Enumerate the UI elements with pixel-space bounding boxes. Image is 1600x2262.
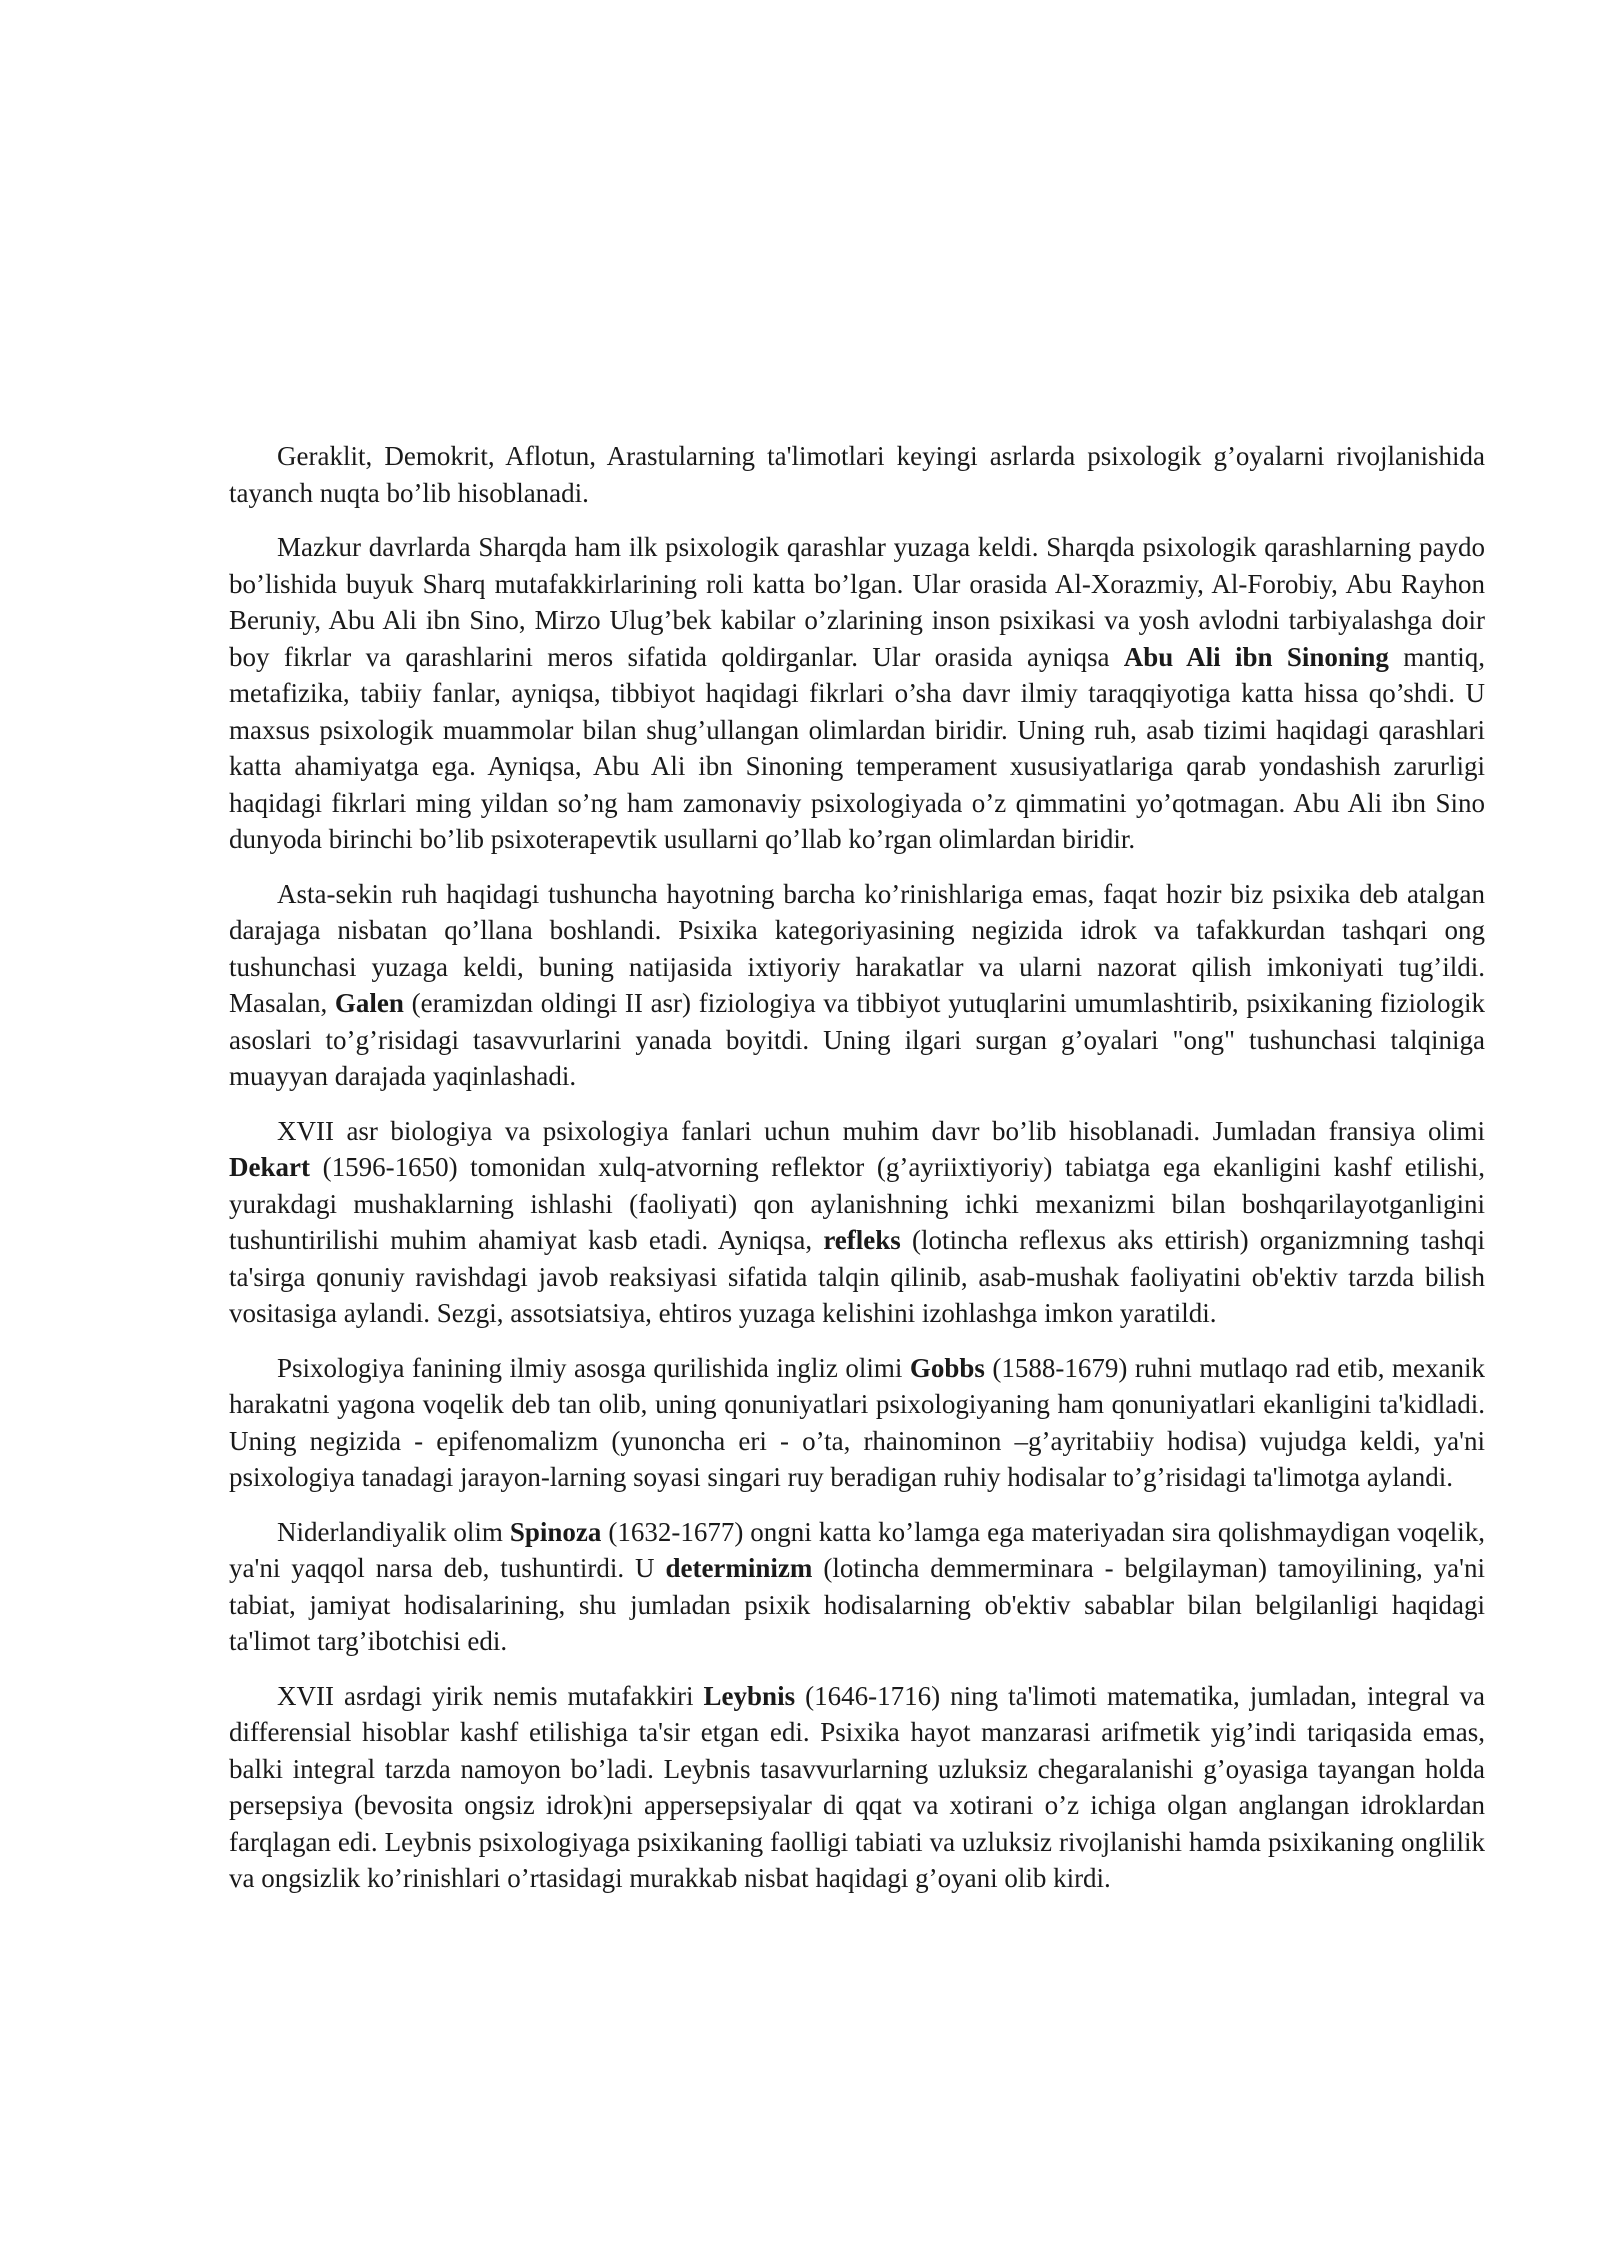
- paragraph-text: (lotincha demmerminara - belgilayman) tamoyilining, ya'ni tabiat, jamiyat hodisalarining, shu jumladan psixik hodisalarning ob'ektiv sabablar bilan belgilanligi haqidagi ta'limot targ’ibotchisi edi.: [229, 1553, 1485, 1656]
- paragraph-text: Niderlandiyalik olim: [277, 1516, 510, 1547]
- paragraph-text: (1646-1716) ning ta'limoti matematika, jumladan, integral va differensial hisoblar kashf etilishiga ta'sir etgan edi. Psixika hayot manzarasi arifmetik yig’indi tariqasida emas, balki integral tarzda namoyon bo’ladi. Leybnis tasavvurlarning uzluksiz chegaralanishi g’oyasiga tayangan holda persepsiya (bevosita ongsiz idrok)ni appersepsiyalar di qqat va xotirani o’z ichiga olgan anglangan idroklardan farqlagan edi. Leybnis psixologiyaga psixikaning faolligi tabiati va uzluksiz rivojlanishi hamda psixikaning onglilik va ongsizlik ko’rinishlari o’rtasidagi murakkab nisbat haqidagi g’oyani olib kirdi.: [229, 1680, 1485, 1893]
- paragraph: [229, 1350, 1485, 1496]
- paragraph-text: (1632-1677) ongni katta ko’lamga ega materiyadan sira qolishmaydigan voqelik, ya'ni yaqqol narsa deb, tushuntirdi. U: [229, 1516, 1485, 1583]
- paragraph-text: Mazkur davrlarda Sharqda ham ilk psixologik qarashlar yuzaga keldi. Sharqda psixologik qarashlarning paydo bo’lishida buyuk Sharq mutafakkirlarining roli katta bo’lgan. Ular orasida Al-Xorazmiy, Al-Forobiy, Abu Rayhon Beruniy, Abu Ali ibn Sino, Mirzo Ulug’bek kabilar o’zlarining inson psixikasi va yosh avlodni tarbiyalashga doir boy fikrlar va qarashlarini meros sifatida qoldirganlar. Ular orasida ayniqsa: [229, 532, 1485, 672]
- paragraph: [229, 876, 1485, 1095]
- bold-term: Galen: [334, 988, 404, 1018]
- paragraph-text: XVII asr biologiya va psixologiya fanlari uchun muhim davr bo’lib hisoblanadi. Jumladan fransiya olimi: [277, 1115, 1485, 1146]
- paragraph-text: (1596-1650) tomonidan xulq-atvorning reflektor (g’ayriixtiyoriy) tabiatga ega ekanligini kashf etilishi, yurakdagi mushaklarning ishlashi (faoliyati) qon aylanishning ichki mexanizmi bilan boshqarilayotganligini tushuntirilishi muhim ahamiyat kasb etadi. Ayniqsa,: [229, 1152, 1485, 1255]
- paragraph: [229, 1113, 1485, 1332]
- paragraph-text: Geraklit, Demokrit, Aflotun, Arastularning ta'limotlari keyingi asrlarda psixologik g’oyalarni rivojlanishida tayanch nuqta bo’lib hisoblanadi.: [229, 441, 1485, 508]
- bold-term: Spinoza: [509, 1516, 602, 1547]
- paragraph: [229, 438, 1485, 511]
- bold-term: Abu Ali ibn Sinoning: [1123, 641, 1389, 672]
- bold-term: Leybnis: [703, 1680, 796, 1711]
- bold-term: determinizm: [665, 1553, 813, 1583]
- bold-term: refleks: [823, 1225, 901, 1255]
- paragraph: [229, 1678, 1485, 1897]
- paragraph-text: (eramizdan oldingi II asr) fiziologiya va tibbiyot yutuqlarini umumlashtirib, psixikaning fiziologik asoslari to’g’risidagi tasavvurlarini yanada boyitdi. Uning ilgari surgan g’oyalari "ong" tushunchasi talqiniga muayyan darajada yaqinlashadi.: [229, 988, 1485, 1091]
- paragraph-text: mantiq, metafizika, tabiiy fanlar, ayniqsa, tibbiyot haqidagi fikrlari o’sha davr ilmiy taraqqiyotiga katta hissa qo’shdi. U maxsus psixologik muammolar bilan shug’ullangan olimlardan biridir. Uning ruh, asab tizimi haqidagi qarashlari katta ahamiyatga ega. Ayniqsa, Abu Ali ibn Sinoning temperament xususiyatlariga qarab yondashish zarurligi haqidagi fikrlari ming yildan so’ng ham zamonaviy psixologiyada o’z qimmatini yo’qotmagan. Abu Ali ibn Sino dunyoda birinchi bo’lib psixoterapevtik usullarni qo’llab ko’rgan olimlardan biridir.: [229, 641, 1485, 854]
- paragraph-text: (1588-1679) ruhni mutlaqo rad etib, mexanik harakatni yagona voqelik deb tan olib, uning qonuniyatlari psixologiyaning ham qonuniyatlari ekanligini ta'kidladi. Uning negizida - epifenomalizm (yunoncha eri - o’ta, rhainominon –g’ayritabiiy hodisa) vujudga keldi, ya'ni psixologiya tanadagi jarayon-larning soyasi singari ruy beradigan ruhiy hodisalar to’g’risidagi ta'limotga aylandi.: [229, 1352, 1486, 1492]
- paragraph-text: (lotincha reflexus aks ettirish) organizmning tashqi ta'sirga qonuniy ravishdagi javob reaksiyasi sifatida talqin qilinib, asab-mushak faoliyatini ob'ektiv tarzda bilish vositasiga aylandi. Sezgi, assotsiatsiya, ehtiros yuzaga kelishini izohlashga imkon yaratildi.: [229, 1225, 1485, 1328]
- bold-term: Dekart: [229, 1152, 310, 1182]
- paragraph-text: Psixologiya fanining ilmiy asosga qurilishida ingliz olimi: [277, 1352, 910, 1383]
- paragraph: [229, 529, 1485, 858]
- document-page: [229, 438, 1485, 1915]
- paragraph: [229, 1514, 1485, 1660]
- paragraph-text: XVII asrdagi yirik nemis mutafakkiri: [277, 1680, 704, 1711]
- paragraph-text: Asta-sekin ruh haqidagi tushuncha hayotning barcha ko’rinishlariga emas, faqat hozir biz psixika deb atalgan darajaga nisbatan qo’llana boshlandi. Psixika kategoriyasining negizida idrok va tafakkurdan tashqari ong tushunchasi yuzaga keldi, buning natijasida ixtiyoriy harakatlar va ularni nazorat qilish imkoniyati tug’ildi. Masalan,: [229, 878, 1485, 1018]
- bold-term: Gobbs: [909, 1352, 985, 1383]
